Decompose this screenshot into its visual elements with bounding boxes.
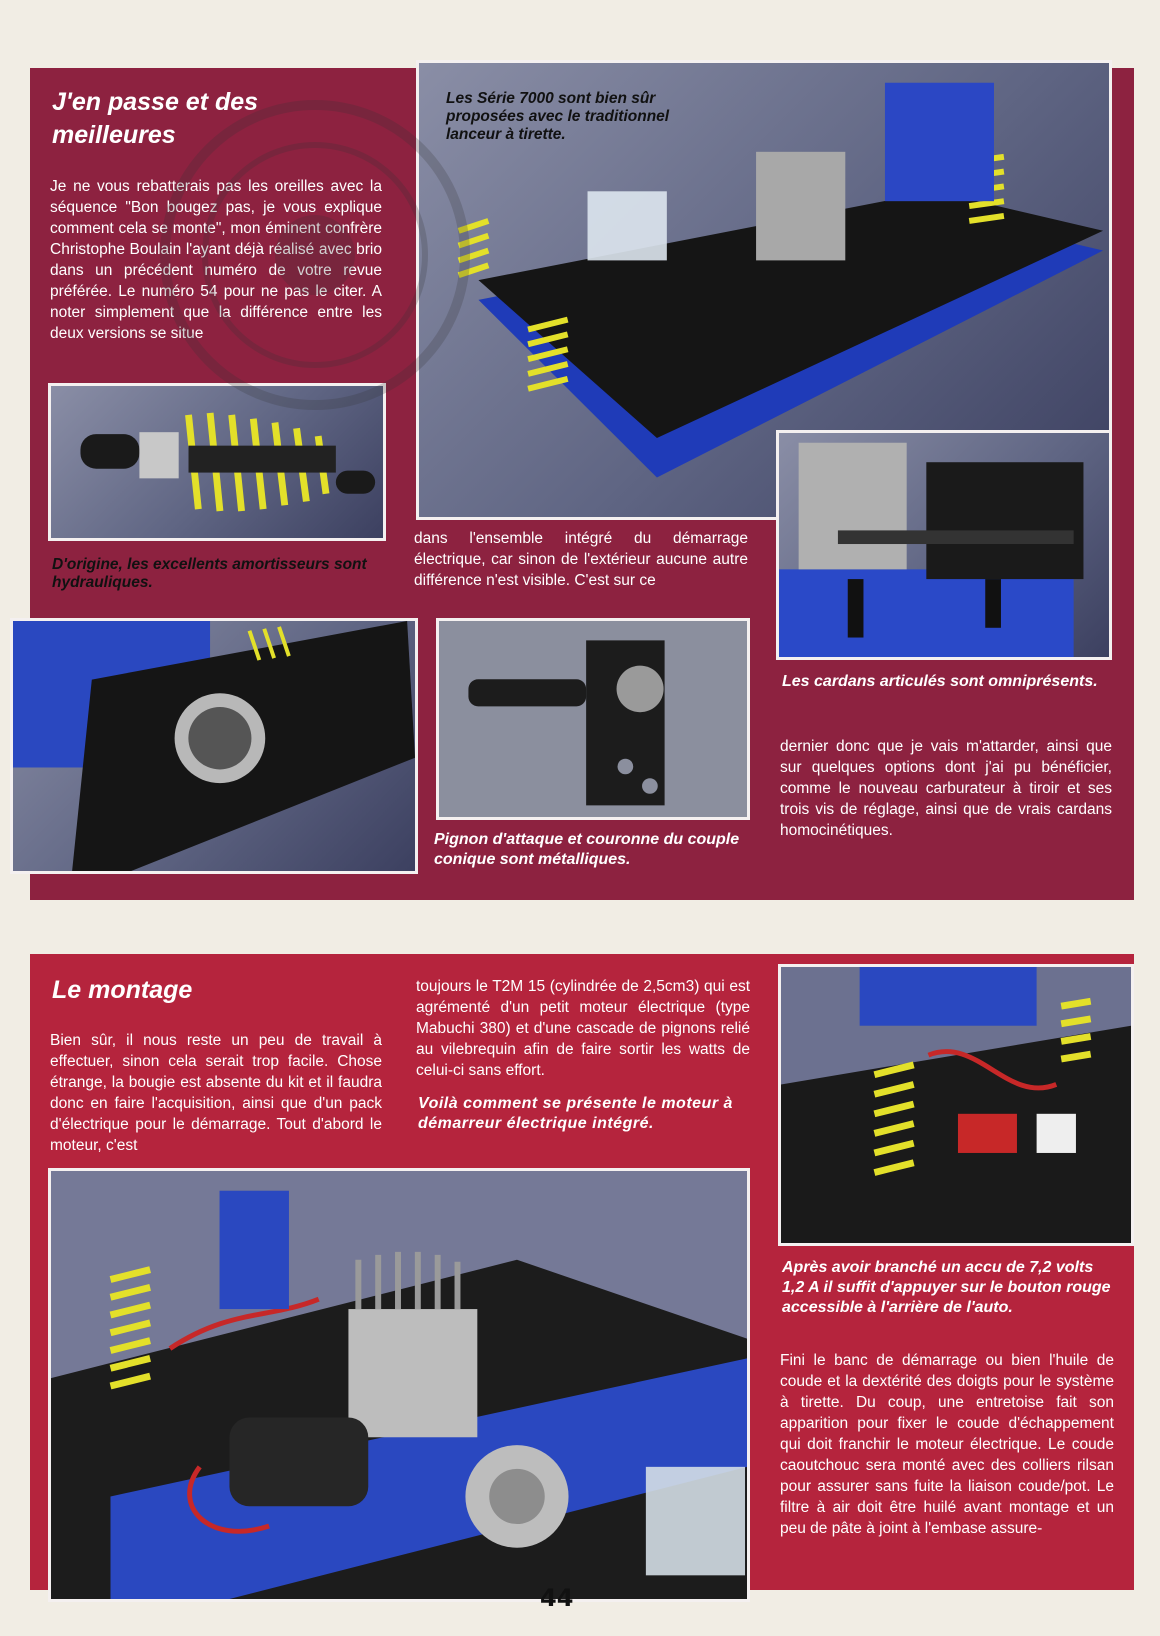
bottom-right-text: Fini le banc de démarrage ou bien l'huile de coude et la dextérité des doigts pour le système à tirette. Du coup, une entretoise fait son apparition pour fixer le coude d'échappement qui doit franchir le moteur électrique. Le coude caoutchouc sera monté avec des colliers rilsan pour assurer sans fuite la liaison coude/pot. Le filtre à air doit être huilé avant montage et un peu de pâte à joint à l'embase assure- bbox=[780, 1352, 1114, 1537]
top-heading: J'en passe et des meilleures bbox=[52, 88, 259, 149]
photo-shock-absorber bbox=[48, 383, 386, 541]
caption-chassis: Les Série 7000 sont bien sûr proposées avec le traditionnel lanceur à tirette. bbox=[446, 90, 670, 143]
bottom-left-text: Bien sûr, il nous reste un peu de travail à effectuer, sinon cela serait trop facile. Chose étrange, la bougie est absente du kit et il faudra donc en faire l'acquisition, ainsi que d'un pack d'électrique pour le démarrage. Tout d'abord le moteur, c'est bbox=[50, 1032, 382, 1154]
top-right-text: dernier donc que je vais m'attarder, ainsi que sur quelques options dont j'ai pu bénéficier, comme le nouveau carburateur à tiroir et ses trois vis de réglage, ainsi que de vrais cardans homocinétiques. bbox=[780, 738, 1112, 839]
caption-pinion: Pignon d'attaque et couronne du couple conique sont métalliques. bbox=[434, 831, 740, 868]
photo-pinion bbox=[436, 618, 750, 820]
caption-accu: Après avoir branché un accu de 7,2 volts 1,2 A il suffit d'appuyer sur le bouton rouge accessible à l'arrière de l'auto. bbox=[782, 1259, 1111, 1316]
photo-electric-starter-motor bbox=[48, 1168, 750, 1602]
top-panel-right-strip bbox=[1114, 68, 1134, 900]
caption-shock: D'origine, les excellents amortisseurs sont hydrauliques. bbox=[52, 556, 367, 591]
top-middle-text: dans l'ensemble intégré du démarrage électrique, car sinon de l'extérieur aucune autre différence n'est visible. C'est sur ce bbox=[414, 530, 748, 589]
page-number: 44 bbox=[540, 1584, 574, 1612]
photo-accu-connection bbox=[778, 964, 1134, 1246]
top-intro-text: Je ne vous rebatterais pas les oreilles avec la séquence "Bon bougez pas, je vous explique comment cela se monte", mon éminent confrère Christophe Boulain l'ayant déjà réalisé avec brio dans un précédent numéro de votre revue préférée. Le numéro 54 pour ne pas le citer. A noter simplement que la différence entre les deux versions se situe bbox=[50, 178, 382, 342]
caption-cardans: Les cardans articulés sont omniprésents. bbox=[782, 673, 1098, 690]
caption-motor: Voilà comment se présente le moteur à démarreur électrique intégré. bbox=[418, 1095, 733, 1132]
photo-gear-differential bbox=[10, 618, 418, 874]
photo-cardans bbox=[776, 430, 1112, 660]
bottom-middle-text: toujours le T2M 15 (cylindrée de 2,5cm3) qui est agrémenté d'un petit moteur électrique (type Mabuchi 380) et d'une cascade de pignons relié au vilebrequin afin de faire sortir les watts de celui-ci sans effort. bbox=[416, 978, 750, 1079]
bottom-heading: Le montage bbox=[52, 976, 193, 1004]
